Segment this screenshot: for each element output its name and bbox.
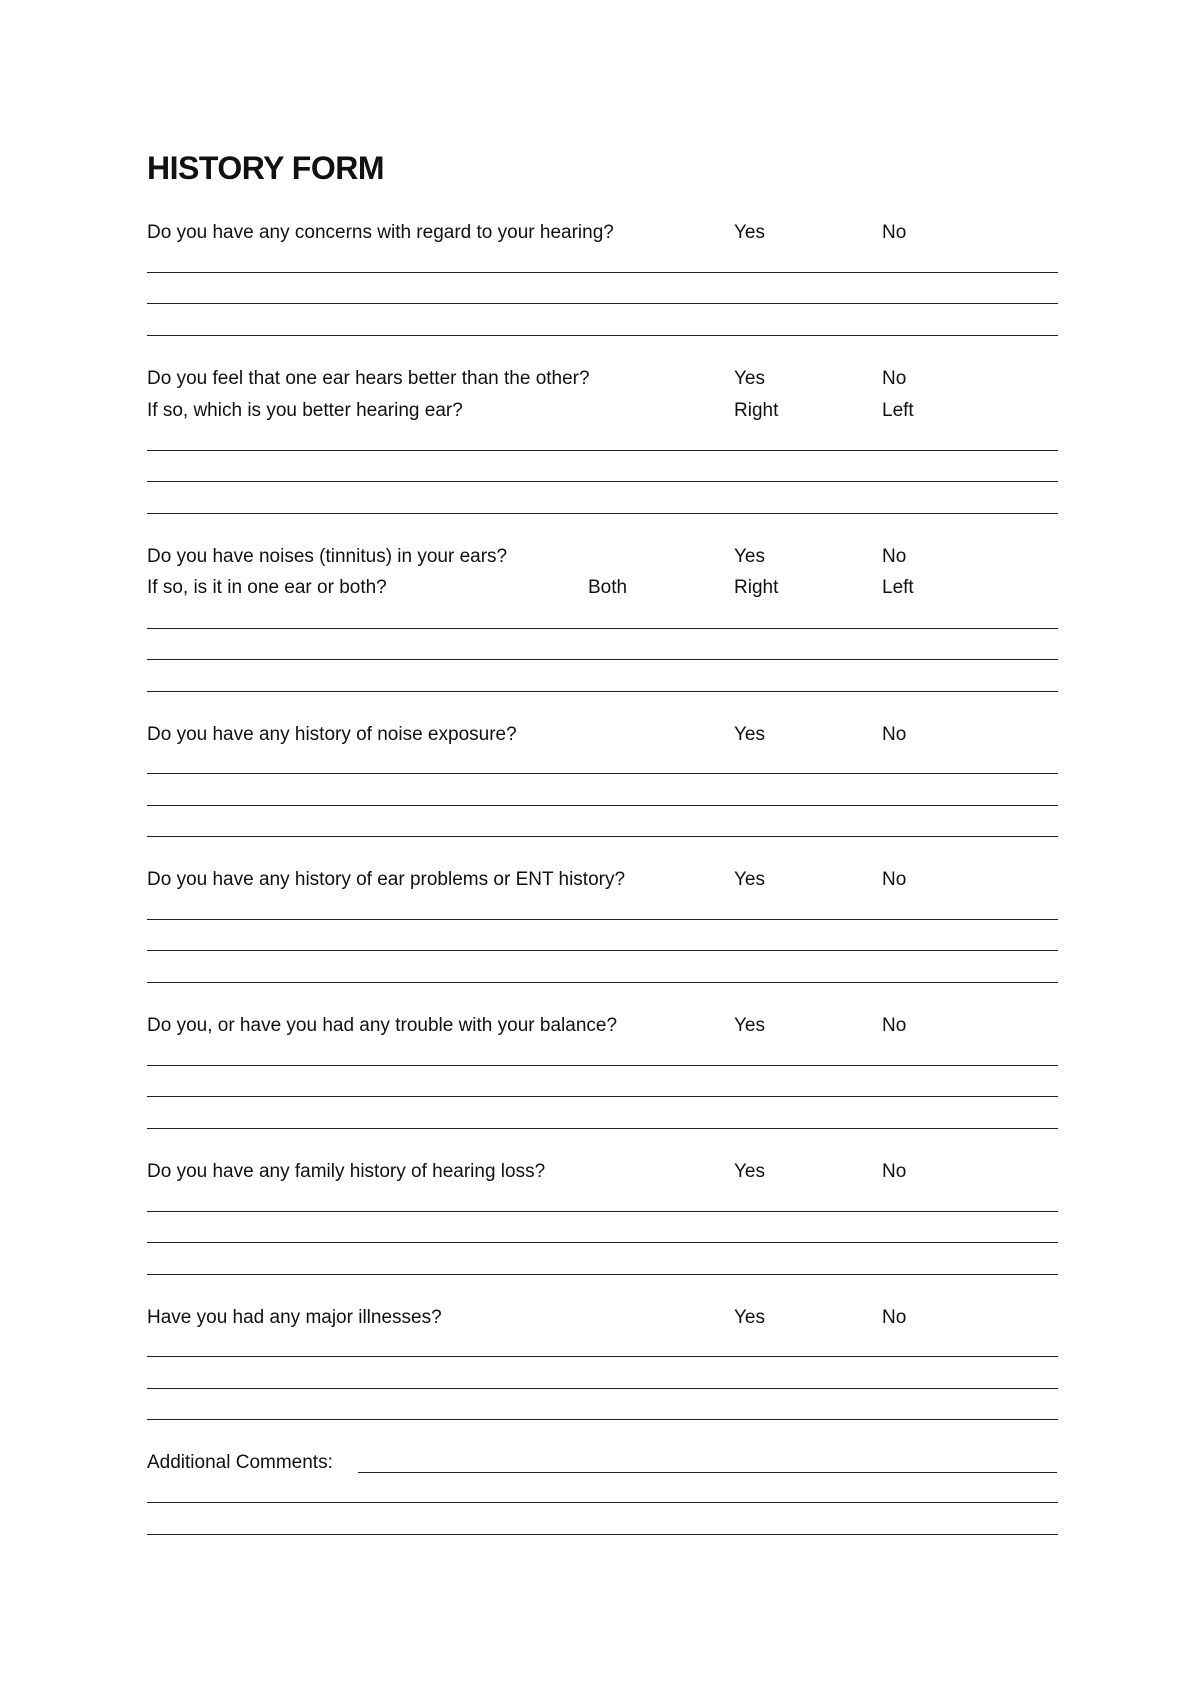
question-family-history: [147, 1157, 1057, 1187]
question-text: Do you, or have you had any trouble with your balance?: [147, 1015, 618, 1036]
comments-line[interactable]: [147, 1534, 1058, 1535]
option-left[interactable]: Left: [882, 577, 914, 598]
option-yes[interactable]: Yes: [734, 1161, 765, 1182]
subquestion-text: If so, which is you better hearing ear?: [147, 400, 463, 421]
option-both[interactable]: Both: [588, 577, 628, 598]
option-yes[interactable]: Yes: [734, 1015, 765, 1036]
answer-line[interactable]: [147, 691, 1058, 692]
answer-line[interactable]: [147, 1388, 1058, 1389]
option-yes[interactable]: Yes: [734, 368, 765, 389]
option-no[interactable]: No: [882, 869, 907, 890]
question-ent-history: [147, 865, 1057, 895]
answer-line[interactable]: [147, 450, 1058, 451]
question-text: Do you have any history of ear problems or ENT history?: [147, 869, 626, 890]
option-yes[interactable]: Yes: [734, 1307, 765, 1328]
option-yes[interactable]: Yes: [734, 546, 765, 567]
answer-line[interactable]: [147, 659, 1058, 660]
answer-line[interactable]: [147, 836, 1058, 837]
option-yes[interactable]: Yes: [734, 869, 765, 890]
question-text: Do you feel that one ear hears better than the other?: [147, 368, 590, 389]
answer-line[interactable]: [147, 303, 1058, 304]
page-title: HISTORY FORM: [147, 150, 384, 186]
answer-line[interactable]: [147, 1128, 1058, 1129]
question-major-illnesses: [147, 1303, 1057, 1333]
subquestion-better-ear: [147, 396, 1057, 426]
answer-line[interactable]: [147, 919, 1058, 920]
question-text: Have you had any major illnesses?: [147, 1307, 442, 1328]
answer-line[interactable]: [147, 628, 1058, 629]
answer-line[interactable]: [147, 1096, 1058, 1097]
answer-line[interactable]: [147, 1242, 1058, 1243]
question-better-ear: [147, 364, 1057, 394]
answer-line[interactable]: [147, 1356, 1058, 1357]
subquestion-text: If so, is it in one ear or both?: [147, 577, 387, 598]
answer-line[interactable]: [147, 1419, 1058, 1420]
option-yes[interactable]: Yes: [734, 222, 765, 243]
answer-line[interactable]: [147, 272, 1058, 273]
answer-line[interactable]: [147, 335, 1058, 336]
answer-line[interactable]: [147, 773, 1058, 774]
answer-line[interactable]: [147, 481, 1058, 482]
comments-line[interactable]: [358, 1472, 1057, 1473]
comments-line[interactable]: [147, 1502, 1058, 1503]
answer-line[interactable]: [147, 1274, 1058, 1275]
question-text: Do you have noises (tinnitus) in your ears?: [147, 546, 508, 567]
option-no[interactable]: No: [882, 368, 907, 389]
option-no[interactable]: No: [882, 724, 907, 745]
option-left[interactable]: Left: [882, 400, 914, 421]
answer-line[interactable]: [147, 1065, 1058, 1066]
additional-comments-label: Additional Comments:: [147, 1452, 333, 1473]
answer-line[interactable]: [147, 982, 1058, 983]
question-text: Do you have any history of noise exposure?: [147, 724, 517, 745]
option-no[interactable]: No: [882, 546, 907, 567]
additional-comments: [147, 1448, 1057, 1478]
question-noise-exposure: [147, 720, 1057, 750]
answer-line[interactable]: [147, 805, 1058, 806]
option-no[interactable]: No: [882, 1161, 907, 1182]
question-tinnitus: [147, 542, 1057, 572]
option-no[interactable]: No: [882, 1015, 907, 1036]
question-balance: [147, 1011, 1057, 1041]
option-right[interactable]: Right: [734, 400, 779, 421]
option-right[interactable]: Right: [734, 577, 779, 598]
option-yes[interactable]: Yes: [734, 724, 765, 745]
subquestion-tinnitus: [147, 573, 1057, 603]
answer-line[interactable]: [147, 513, 1058, 514]
option-no[interactable]: No: [882, 1307, 907, 1328]
question-text: Do you have any concerns with regard to your hearing?: [147, 222, 614, 243]
question-hearing-concerns: [147, 218, 1057, 248]
answer-line[interactable]: [147, 1211, 1058, 1212]
question-text: Do you have any family history of hearing loss?: [147, 1161, 546, 1182]
answer-line[interactable]: [147, 950, 1058, 951]
option-no[interactable]: No: [882, 222, 907, 243]
